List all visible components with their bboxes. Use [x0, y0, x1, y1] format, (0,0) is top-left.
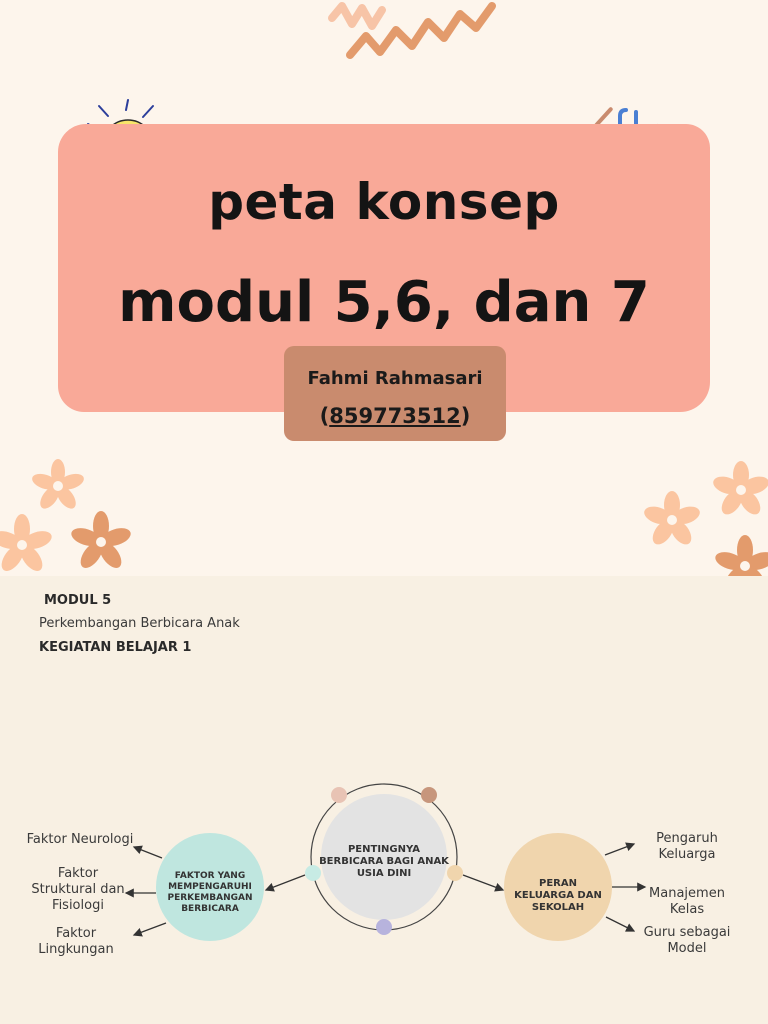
- title-line-2: modul 5,6, dan 7: [118, 270, 650, 335]
- connector: [463, 875, 503, 890]
- connector: [134, 923, 166, 935]
- center-node-label: PENTINGNYA BERBICARA BAGI ANAK USIA DINI: [319, 844, 449, 879]
- author-name: Fahmi Rahmasari: [307, 368, 483, 389]
- ring-dot: [421, 787, 437, 803]
- branch-faktor-struktural: Faktor Struktural dan Fisiologi: [31, 866, 125, 913]
- right-node-label: PERAN KELUARGA DAN SEKOLAH: [514, 878, 602, 913]
- activity-title: KEGIATAN BELAJAR 1: [39, 640, 192, 655]
- ring-dot: [331, 787, 347, 803]
- flower-icon: [0, 459, 768, 576]
- branch-faktor-neurologi: Faktor Neurologi: [26, 832, 134, 847]
- ring-dot: [376, 919, 392, 935]
- concept-map-slide: [0, 576, 768, 1024]
- module-title: MODUL 5: [44, 593, 112, 608]
- left-node-label: FAKTOR YANG MEMPENGARUHI PERKEMBANGAN BERBICARA: [167, 871, 253, 914]
- branch-faktor-lingkungan: Faktor Lingkungan: [38, 926, 114, 957]
- branch-guru-sebagai-model: Guru sebagai Model: [643, 925, 731, 956]
- module-subtitle: Perkembangan Berbicara Anak: [39, 616, 240, 631]
- connector: [606, 917, 634, 931]
- branch-pengaruh-keluarga: Pengaruh Keluarga: [656, 831, 718, 862]
- connector: [134, 847, 162, 858]
- student-id-number: 859773512: [329, 404, 461, 428]
- title-line-1: peta konsep: [208, 173, 560, 231]
- connector: [266, 875, 305, 890]
- student-id: (859773512): [319, 404, 471, 428]
- branch-manajemen-kelas: Manajemen Kelas: [649, 886, 725, 917]
- zigzag-icon: [332, 6, 492, 55]
- connector: [605, 844, 634, 855]
